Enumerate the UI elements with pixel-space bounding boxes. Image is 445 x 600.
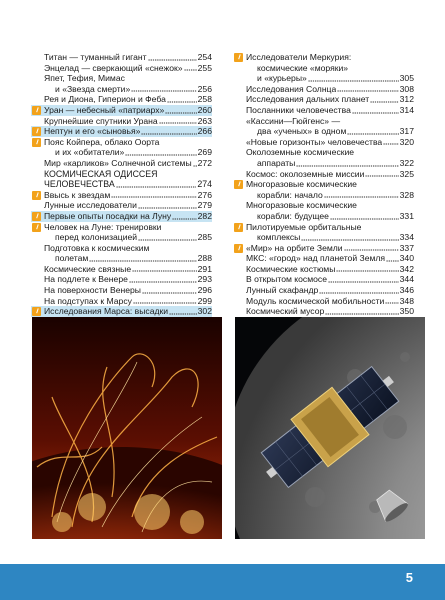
dot-leader <box>132 264 197 272</box>
dot-leader <box>131 84 196 92</box>
toc-page-number: 317 <box>399 126 414 137</box>
toc-entry-title: Исследования дальних планет <box>246 94 370 105</box>
checkmark-icon <box>32 191 41 200</box>
toc-entry <box>233 222 414 243</box>
dot-leader <box>352 106 399 114</box>
dot-leader <box>138 233 197 241</box>
toc-entry-title: Околоземные космические <box>246 147 355 158</box>
toc-entry-title: Исследования Солнца <box>246 83 337 94</box>
toc-page-number: 263 <box>197 115 212 126</box>
dot-leader <box>148 53 197 61</box>
dot-leader <box>370 95 399 103</box>
toc-page-number: 258 <box>197 94 212 105</box>
toc-entry <box>31 116 212 127</box>
toc-entry <box>31 200 212 211</box>
dot-leader <box>296 159 398 167</box>
toc-column-left <box>31 52 212 317</box>
toc-entry <box>233 200 414 221</box>
toc-entry-title: Рея и Диона, Гиперион и Феба <box>44 94 166 105</box>
toc-page-number: 299 <box>197 295 212 306</box>
toc-entry-title: Человек на Луне: тренировки <box>44 221 162 232</box>
toc-page-number: 256 <box>197 83 212 94</box>
toc-page-number: 308 <box>399 83 414 94</box>
toc-entry-title: МКС: «город» над планетой Земля <box>246 253 386 264</box>
toc-entry-title: и их «обитатели» <box>55 147 125 158</box>
dot-leader <box>159 116 197 124</box>
toc-entry-title: Многоразовые космические <box>246 200 357 211</box>
toc-entry-title: Космические связные <box>44 263 132 274</box>
toc-entry <box>31 137 212 158</box>
toc-entry-title: корабли: будущее <box>257 210 329 221</box>
dot-leader <box>111 190 196 198</box>
toc-entry-title: Титан — туманный гигант <box>44 52 147 62</box>
dot-leader <box>138 201 197 209</box>
dot-leader <box>344 243 399 251</box>
toc-entry-title: Космические костюмы <box>246 263 336 274</box>
toc-entry-title: комплексы <box>257 232 301 243</box>
toc-entry-title: Япет, Тефия, Мимас <box>44 73 125 84</box>
toc-entry <box>31 73 212 94</box>
toc-entry-title: Лунный скафандр <box>246 285 319 296</box>
toc-entry <box>31 306 212 317</box>
toc-page-number: 282 <box>197 210 212 221</box>
toc-entry-title: В открытом космосе <box>246 274 327 285</box>
toc-entry-title: Посланники человечества <box>246 104 351 115</box>
toc-entry-title: корабли: начало <box>257 189 323 200</box>
dot-leader <box>347 127 398 135</box>
toc-entry <box>31 222 212 243</box>
toc-entry-title: На поверхности Венеры <box>44 285 141 296</box>
footer-bar <box>0 564 445 600</box>
toc-entry-title: «Мир» на орбите Земли <box>246 242 343 253</box>
toc-entry-title: Исследователи Меркурия: <box>246 52 352 62</box>
checkmark-icon <box>234 53 243 62</box>
toc-entry <box>31 52 212 63</box>
dot-leader <box>167 95 197 103</box>
checkmark-icon <box>32 106 41 115</box>
dot-leader <box>330 212 399 220</box>
toc-entry-title: Нептун и его «сыновья» <box>44 126 141 137</box>
toc-entry <box>233 179 414 200</box>
solar-flare-image <box>32 317 222 539</box>
toc-page-number: 334 <box>399 232 414 243</box>
dot-leader <box>89 254 196 262</box>
dot-leader <box>301 233 398 241</box>
checkmark-icon <box>234 244 243 253</box>
toc-entry <box>233 52 414 84</box>
toc-entry-title: «Кассини—Гюйгенс» — <box>246 115 341 126</box>
toc-page-number: 320 <box>399 136 414 147</box>
checkmark-icon <box>32 127 41 136</box>
dot-leader <box>324 190 399 198</box>
toc-column-right <box>233 52 414 317</box>
toc-entry-title: Мир «карликов» Солнечной системы <box>44 157 192 168</box>
toc-entry <box>31 296 212 307</box>
toc-entry-title: «Новые горизонты» человечества <box>246 136 383 147</box>
toc-entry-title: аппараты <box>257 157 296 168</box>
toc-entry-title: На подступах к Марсу <box>44 295 132 306</box>
toc-entry <box>31 274 212 285</box>
toc-entry-title: Ввысь к звездам <box>44 189 111 200</box>
toc-entry <box>31 63 212 74</box>
toc-entry-title: Уран — небесный «патриарх» <box>44 104 165 115</box>
toc-page-number: 342 <box>399 263 414 274</box>
toc-entry <box>233 137 414 148</box>
toc-page-number: 305 <box>399 73 414 84</box>
toc-entry-title: Подготовка к космическим <box>44 242 150 253</box>
toc-page-number: 255 <box>197 62 212 73</box>
toc-entry-title: Пояс Койпера, облако Оорта <box>44 136 160 147</box>
toc-entry-title: Крупнейшие спутники Урана <box>44 115 158 126</box>
toc-entry <box>233 243 414 254</box>
toc-entry <box>31 105 212 116</box>
dot-leader <box>328 275 399 283</box>
toc-entry-title: Модуль космической мобильности <box>246 295 385 306</box>
toc-entry <box>31 126 212 137</box>
dot-leader <box>165 106 196 114</box>
toc-entry-title: На подлете к Венере <box>44 274 128 285</box>
toc-page-number: 340 <box>399 253 414 264</box>
dot-leader <box>385 296 398 304</box>
toc-entry <box>31 243 212 264</box>
toc-page-number: 272 <box>197 157 212 168</box>
toc-entry-title: Исследования Марса: высадки <box>44 306 169 317</box>
toc-entry <box>233 147 414 168</box>
page-number: 5 <box>405 570 413 585</box>
dot-leader <box>133 296 197 304</box>
dot-leader <box>141 127 196 135</box>
toc-page-number: 291 <box>197 263 212 274</box>
toc-entry <box>233 84 414 95</box>
toc-entry-title: Лунные исследователи <box>44 200 137 211</box>
dot-leader <box>336 264 398 272</box>
dot-leader <box>365 169 398 177</box>
toc-entry <box>31 211 212 222</box>
toc-entry <box>31 285 212 296</box>
toc-page-number: 337 <box>399 242 414 253</box>
toc-entry <box>31 264 212 275</box>
dot-leader <box>169 307 197 315</box>
toc-entry-title: полетам <box>55 253 89 264</box>
toc-entry <box>233 105 414 116</box>
toc-entry <box>31 94 212 105</box>
toc-entry-title: перед колонизацией <box>55 232 138 243</box>
dot-leader <box>129 275 197 283</box>
dot-leader <box>319 286 398 294</box>
solar-flare-illustration <box>32 317 222 539</box>
toc-page-number: 285 <box>197 232 212 243</box>
toc-entry <box>31 190 212 201</box>
toc-entry-title: КОСМИЧЕСКАЯ ОДИССЕЯ <box>44 168 158 179</box>
spacecraft-illustration <box>235 317 425 539</box>
toc-entry <box>31 158 212 169</box>
toc-page-number: 328 <box>399 189 414 200</box>
toc-entry-title: Космос: околоземные миссии <box>246 168 365 179</box>
toc-page-number: 260 <box>197 104 212 115</box>
toc-entry-title: Многоразовые космические <box>246 179 357 190</box>
toc-page-number: 331 <box>399 210 414 221</box>
dot-leader <box>308 74 399 82</box>
toc-entry <box>233 296 414 307</box>
checkmark-icon <box>32 223 41 232</box>
toc-entry <box>233 264 414 275</box>
toc-page-number: 269 <box>197 147 212 158</box>
dot-leader <box>116 180 197 188</box>
toc-entry-title: Энцелад — сверкающий «снежок» <box>44 62 183 73</box>
checkmark-icon <box>234 223 243 232</box>
toc-entry <box>233 285 414 296</box>
dot-leader <box>125 148 196 156</box>
dot-leader <box>172 212 196 220</box>
toc-entry <box>233 94 414 105</box>
toc-entry-title: Первые опыты посадки на Луну <box>44 210 172 221</box>
toc-page-number: 346 <box>399 285 414 296</box>
toc-entry-title: два «ученых» в одном <box>257 126 347 137</box>
dot-leader <box>325 307 398 315</box>
toc-entry-title: ЧЕЛОВЕЧЕСТВА <box>44 179 115 190</box>
toc-page-number: 325 <box>399 168 414 179</box>
dot-leader <box>386 254 399 262</box>
toc-entry-title: и «курьеры» <box>257 73 307 84</box>
toc-entry <box>233 306 414 317</box>
toc-page-number: 293 <box>197 274 212 285</box>
toc-entry <box>233 274 414 285</box>
spacecraft-image <box>235 317 425 539</box>
checkmark-icon <box>32 138 41 147</box>
toc-page-number: 312 <box>399 94 414 105</box>
toc-page-number: 350 <box>399 306 414 317</box>
dot-leader <box>383 137 398 145</box>
toc-page-number: 274 <box>197 179 212 190</box>
toc-page-number: 348 <box>399 295 414 306</box>
toc-page-number: 279 <box>197 200 212 211</box>
toc-page-number: 276 <box>197 189 212 200</box>
toc-entry-title: и «Звезда смерти» <box>55 83 131 94</box>
toc-page-number: 344 <box>399 274 414 285</box>
toc-entry-title: космические «моряки» <box>257 62 349 73</box>
toc-page-number: 288 <box>197 253 212 264</box>
dot-leader <box>337 84 398 92</box>
dot-leader <box>142 286 197 294</box>
toc-page-number: 266 <box>197 126 212 137</box>
toc-page-number: 322 <box>399 157 414 168</box>
checkmark-icon <box>234 180 243 189</box>
toc-entry <box>233 116 414 137</box>
toc-page-number: 296 <box>197 285 212 296</box>
checkmark-icon <box>32 212 41 221</box>
dot-leader <box>193 159 197 167</box>
toc-page-number: 302 <box>197 306 212 317</box>
toc-entry-title: Космический мусор <box>246 306 325 317</box>
dot-leader <box>184 63 197 71</box>
toc-entry <box>233 169 414 180</box>
toc-entry <box>233 253 414 264</box>
toc-page-number: 314 <box>399 104 414 115</box>
toc-page-number: 254 <box>197 52 212 62</box>
checkmark-icon <box>32 307 41 316</box>
toc-entry <box>31 169 212 190</box>
toc-entry-title: Пилотируемые орбитальные <box>246 221 362 232</box>
